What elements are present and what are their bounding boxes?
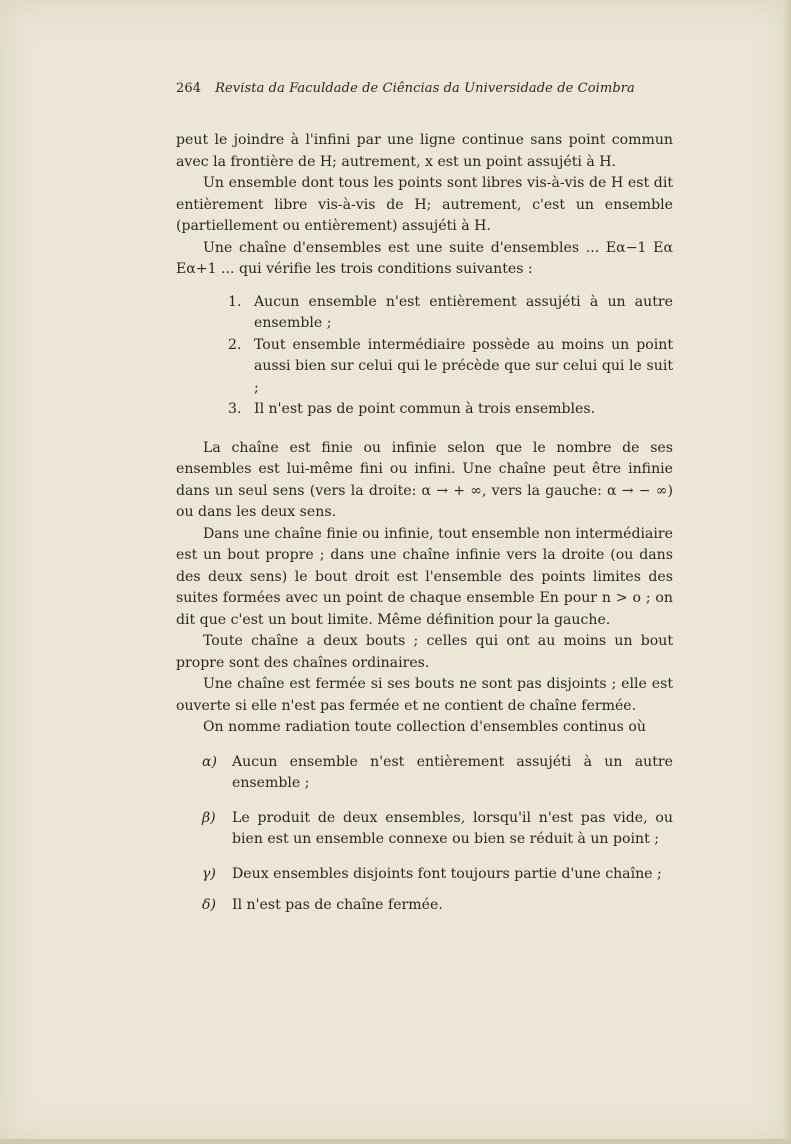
- list-item: [228, 399, 673, 421]
- list-item: [202, 752, 673, 795]
- paragraph-7: Une chaîne est fermée si ses bouts ne sont pas disjoints ; elle est ouverte si elle n'est pas fermée et ne contient de chaîne fermée.: [176, 676, 673, 714]
- running-header: [176, 81, 676, 96]
- paragraph-3: Une chaîne d'ensembles est une suite d'ensembles ... Eα−1 Eα Eα+1 ... qui vérifie les trois conditions suivantes :: [176, 239, 673, 277]
- journal-title: Revista da Faculdade de Ciências da Universidade de Coimbra: [215, 81, 635, 96]
- page-number: 264: [176, 81, 202, 96]
- list-item: [202, 895, 673, 917]
- page-bottom-edge: [0, 1139, 791, 1144]
- body-text: [176, 130, 673, 930]
- list-item-text: Aucun ensemble n'est entièrement assujéti à un autre ensemble ;: [232, 753, 673, 791]
- paragraph-6: Toute chaîne a deux bouts ; celles qui ont au moins un bout propre sont des chaînes ordinaires.: [176, 633, 673, 671]
- list-item-text: Il n'est pas de point commun à trois ensembles.: [254, 401, 596, 417]
- list-item-number: α): [202, 753, 218, 770]
- paragraph-4: La chaîne est finie ou infinie selon que le nombre de ses ensembles est lui-même fini ou infini. Une chaîne peut être infinie dans un seul sens (vers la droite: α → + ∞, vers la gauche: α → − ∞) ou dans les deux sens.: [176, 439, 673, 520]
- list-item-text: Aucun ensemble n'est entièrement assujéti à un autre ensemble ;: [254, 293, 673, 331]
- list-item: [228, 335, 673, 400]
- list-item-text: Le produit de deux ensembles, lorsqu'il n'est pas vide, ou bien est un ensemble connexe ou bien se réduit à un point ;: [232, 809, 673, 847]
- paragraph-8: On nomme radiation toute collection d'ensembles continus où: [203, 719, 646, 735]
- chain-conditions-list: [176, 292, 673, 421]
- list-item: [202, 808, 673, 851]
- paragraph-2: Un ensemble dont tous les points sont libres vis-à-vis de H est dit entièrement libre vis-à-vis de H; autrement, c'est un ensemble (partiellement ou entièrement) assujéti à H.: [176, 175, 673, 234]
- list-item-number: δ): [202, 897, 216, 913]
- list-item: [202, 864, 673, 886]
- paragraph-1: peut le joindre à l'infini par une ligne continue sans point commun avec la frontière de H; autrement, x est un point assujéti à H.: [176, 132, 673, 170]
- radiation-conditions-list: [176, 752, 673, 917]
- list-item-text: Deux ensembles disjoints font toujours partie d'une chaîne ;: [232, 865, 662, 882]
- list-item-number: β): [202, 809, 216, 826]
- list-item-text: Il n'est pas de chaîne fermée.: [232, 897, 443, 913]
- list-item-number: γ): [202, 865, 216, 882]
- page-edge-shadow: [783, 0, 791, 1144]
- list-item-number: 1.: [228, 293, 242, 310]
- list-item-number: 3.: [228, 401, 242, 417]
- list-item: [228, 292, 673, 335]
- list-item-text: Tout ensemble intermédiaire possède au moins un point aussi bien sur celui qui le précède que sur celui qui le suit ;: [254, 336, 673, 396]
- paragraph-5: Dans une chaîne finie ou infinie, tout ensemble non intermédiaire est un bout propre ; dans une chaîne infinie vers la droite (ou dans des deux sens) le bout droit est l'ensemble des points limites des suites formées avec un point de chaque ensemble En pour n > o ; on dit que c'est un bout limite. Même définition pour la gauche.: [176, 525, 673, 628]
- list-item-number: 2.: [228, 336, 242, 353]
